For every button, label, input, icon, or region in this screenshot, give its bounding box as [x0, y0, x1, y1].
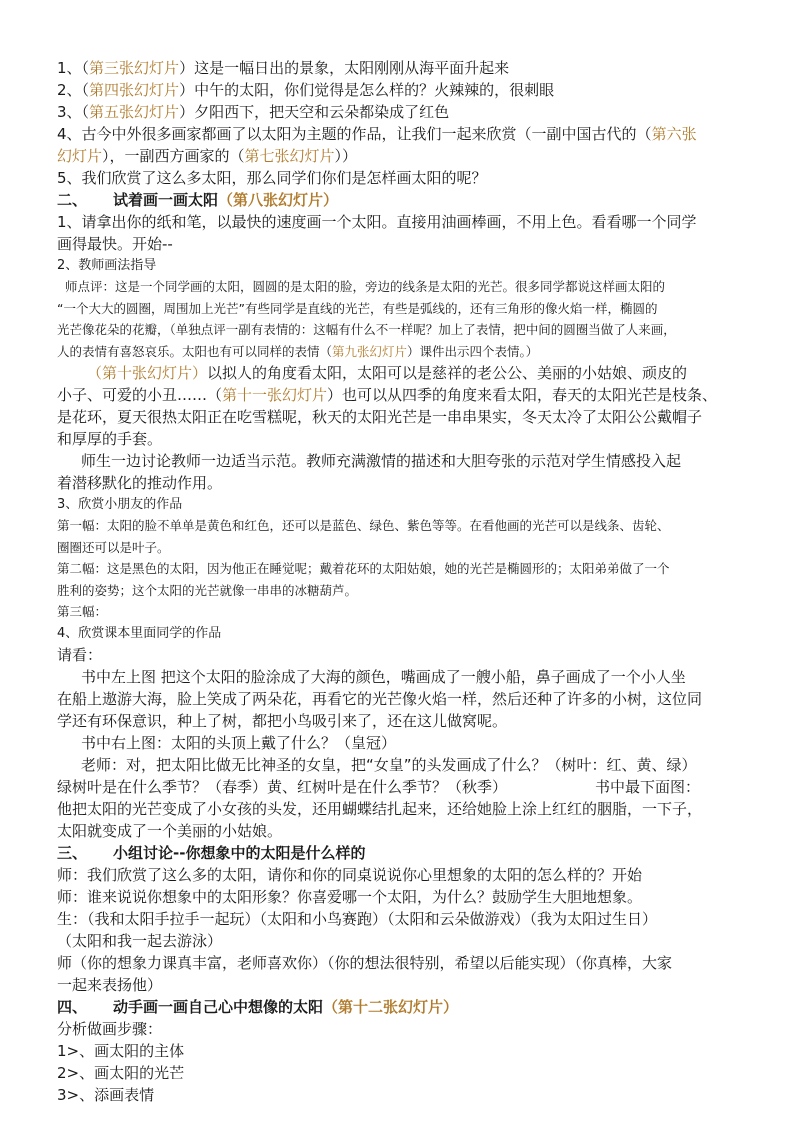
- paragraph: 是花环，夏天很热太阳正在吃雪糕呢，秋天的太阳光芒是一串串果实，冬天太冷了太阳公公戴帽子: [57, 408, 703, 426]
- paragraph: 学还有环保意识，种上了树，都把小鸟吸引来了，还在这儿做窝呢。: [57, 711, 508, 730]
- paragraph: 小子、可爱的小丑……（第十一张幻灯片）也可以从四季的角度来看太阳，春天的太阳光芒是枝条、: [57, 386, 718, 404]
- step-item: 1>、画太阳的主体: [57, 1041, 185, 1060]
- step-item: 2>、画太阳的光芒: [57, 1063, 185, 1082]
- paragraph: 老师：对，把太阳比做无比神圣的女皇，把“女皇”的头发画成了什么？（树叶：红、黄、绿）: [81, 755, 697, 774]
- paragraph: 1、请拿出你的纸和笔，以最快的速度画一个太阳。直接用油画棒画，不用上色。看看哪一个同学: [57, 213, 697, 231]
- item-1: 1、（第三张幻灯片）这是一幅日出的景象，太阳刚刚从海平面升起来: [57, 59, 510, 77]
- section-heading-4: 四、 动手画一画自己心中想像的太阳（第十二张幻灯片）: [57, 997, 459, 1016]
- item-2: 2、（第四张幻灯片）中午的太阳，你们觉得是怎么样的？火辣辣的，很刺眼: [57, 81, 555, 99]
- artwork-note: 胜利的姿势；这个太阳的光芒就像一串串的冰糖葫芦。: [57, 582, 358, 598]
- comment-line: “一个大大的圆圈，周围加上光芒”有些同学是直线的光芒，有些是弧线的，还有三角形的像火焰一样，椭圆的: [57, 300, 658, 316]
- item-4-cont: 幻灯片），一副西方画家的（第七张幻灯片））: [57, 147, 358, 165]
- paragraph: 在船上遨游大海，脸上笑成了两朵花，再看它的光芒像火焰一样，然后还种了许多的小树，这位同: [57, 689, 703, 708]
- item-3: 3、（第五张幻灯片）夕阳西下，把天空和云朵都染成了红色: [57, 103, 450, 121]
- paragraph: 请看：: [57, 645, 103, 664]
- paragraph: 师生一边讨论教师一边适当示范。教师充满激情的描述和大胆夸张的示范对学生情感投入起: [81, 452, 682, 470]
- comment-line: 光芒像花朵的花瓣，（单独点评一副有表情的：这幅有什么不一样呢？加上了表情，把中间的圆圈当做了人来画，: [57, 322, 676, 337]
- paragraph: 师：谁来说说你想象中的太阳形象？你喜爱哪一个太阳，为什么？鼓励学生大胆地想象。: [57, 887, 643, 906]
- section-heading-2: 二、 试着画一画太阳（第八张幻灯片）: [57, 191, 339, 209]
- subheading: 3、欣赏小朋友的作品: [57, 497, 183, 512]
- artwork-note: 第三幅：: [57, 604, 108, 619]
- paragraph: （太阳和我一起去游泳）: [57, 931, 223, 950]
- subheading: 2、教师画法指导: [57, 258, 157, 273]
- paragraph: （第十张幻灯片）以拟人的角度看太阳，太阳可以是慈祥的老公公、美丽的小姑娘、顽皮的: [87, 364, 688, 382]
- paragraph: 书中右上图：太阳的头顶上戴了什么？（皇冠）: [81, 733, 397, 752]
- item-5: 5、我们欣赏了这么多太阳，那么同学们你们是怎样画太阳的呢？: [57, 169, 487, 187]
- paragraph: 绿树叶是在什么季节？（春季）黄、红树叶是在什么季节？（秋季） 书中最下面图：: [57, 777, 701, 796]
- artwork-note: 第二幅：这是黑色的太阳，因为他正在睡觉呢；戴着花环的太阳姑娘，她的光芒是椭圆形的；太阳弟弟做了一个: [57, 561, 670, 576]
- paragraph: 书中左上图 把这个太阳的脸涂成了大海的颜色，嘴画成了一艘小船，鼻子画成了一个小人坐: [81, 667, 686, 686]
- paragraph: 和厚厚的手套。: [57, 430, 163, 448]
- paragraph: 分析做画步骤：: [57, 1019, 163, 1038]
- paragraph: 着潜移默化的推动作用。: [57, 474, 223, 492]
- paragraph: 生：（我和太阳手拉手一起玩）（太阳和小鸟赛跑）（太阳和云朵做游戏）（我为太阳过生日）: [57, 909, 658, 928]
- artwork-note: 第一幅：太阳的脸不单单是黄色和红色，还可以是蓝色、绿色、紫色等等。在看他画的光芒可以是线条、齿轮、: [57, 518, 670, 533]
- step-item: 3>、添画表情: [57, 1085, 155, 1104]
- paragraph: 太阳就变成了一个美丽的小姑娘。: [57, 821, 283, 840]
- paragraph: 师：我们欣赏了这么多的太阳，请你和你的同桌说说你心里想象的太阳的怎么样的？开始: [57, 865, 643, 884]
- comment-line: 人的表情有喜怒哀乐。太阳也有可以同样的表情（第九张幻灯片）课件出示四个表情。）: [57, 343, 539, 359]
- document-page: [57, 57, 745, 1106]
- subheading: 4、欣赏课本里面同学的作品: [57, 625, 222, 641]
- paragraph: 师（你的想象力课真丰富，老师喜欢你）（你的想法很特别，希望以后能实现）（你真棒，大家: [57, 953, 673, 972]
- paragraph: 一起来表扬他）: [57, 975, 163, 994]
- paragraph: 画得最快。开始--: [57, 235, 173, 253]
- comment-line: 师点评：这是一个同学画的太阳，圆圆的是太阳的脸，旁边的线条是太阳的光芒。很多同学都说这样画太阳的: [65, 279, 666, 294]
- artwork-note: 圈圈还可以是叶子。: [57, 539, 170, 555]
- item-4: 4、古今中外很多画家都画了以太阳为主题的作品，让我们一起来欣赏（一副中国古代的（第六张: [57, 125, 697, 143]
- paragraph: 他把太阳的光芒变成了小女孩的头发，还用蝴蝶结扎起来，还给她脸上涂上红红的胭脂，一下子，: [57, 799, 703, 818]
- section-heading-3: 三、 小组讨论--你想象中的太阳是什么样的: [57, 843, 366, 862]
